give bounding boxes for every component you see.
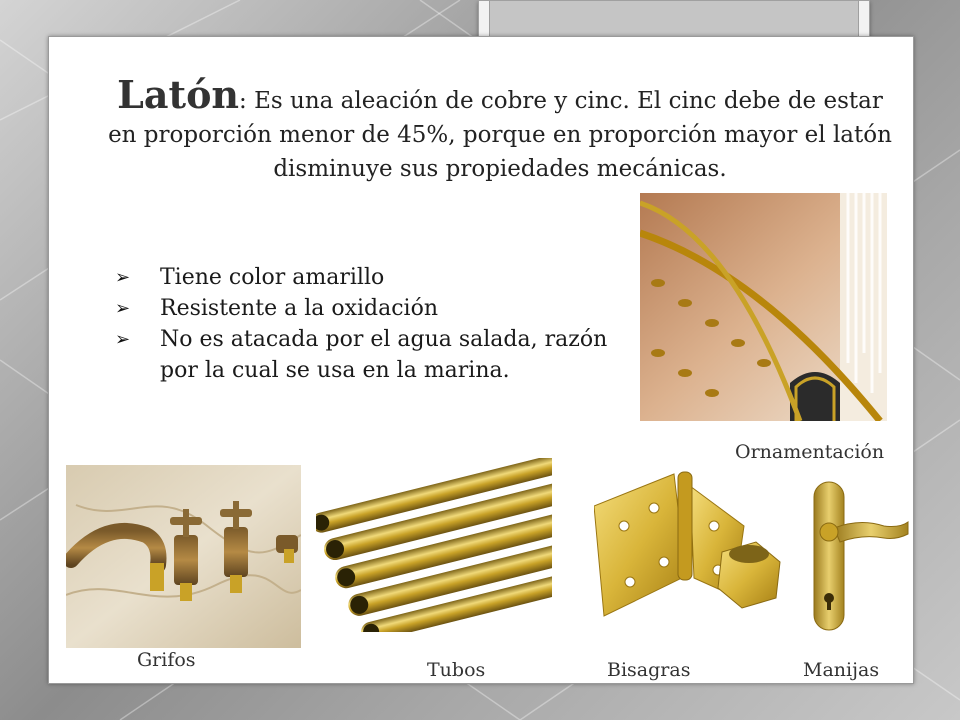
manijas-image [800,478,910,634]
term-heading: Latón [117,72,240,117]
bisagras-image [594,466,790,630]
arrow-bullet-icon: ➢ [115,298,131,319]
caption-manijas: Manijas [803,659,880,681]
list-item-text: No es atacada por el agua salada, razón por la cual se usa en la marina. [160,327,608,383]
caption-bisagras: Bisagras [607,659,691,681]
definition-paragraph [100,72,900,186]
caption-ornamentacion: Ornamentación [735,441,885,463]
arrow-bullet-icon: ➢ [115,329,131,350]
tubos-image [316,458,552,632]
grifos-image [66,465,301,648]
arrow-bullet-icon: ➢ [115,267,131,288]
list-item [113,324,633,386]
list-item-text: Tiene color amarillo [160,265,385,290]
list-item [113,262,633,293]
caption-grifos: Grifos [137,649,196,671]
caption-tubos: Tubos [427,659,486,681]
ornamentacion-image [640,193,887,421]
definition-text: : Es una aleación de cobre y cinc. El cinc debe de estar en proporción menor de 45%, porque en proporción mayor el latón disminuye sus propiedades mecánicas. [108,88,892,182]
list-item [113,293,633,324]
list-item-text: Resistente a la oxidación [160,296,438,321]
property-list [113,262,633,386]
